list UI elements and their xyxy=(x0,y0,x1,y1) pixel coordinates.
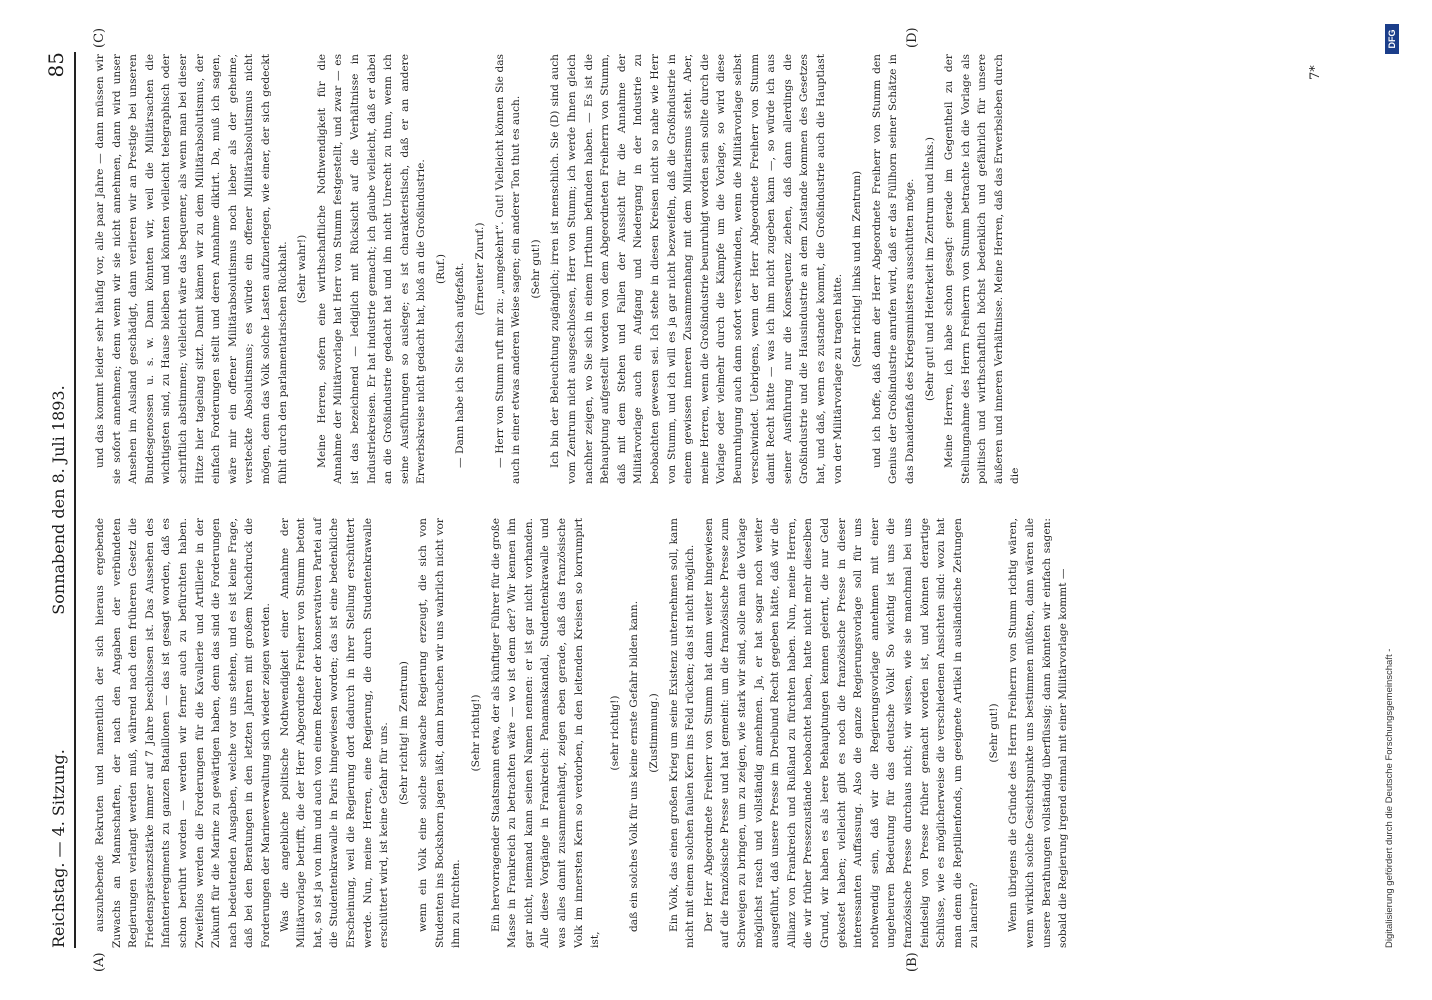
reaction-note: (sehr richtig!) xyxy=(608,695,621,771)
digitization-credit: Digitalisierung gefördert durch die Deutsche Forschungsgemeinschaft - xyxy=(1384,648,1395,948)
paragraph: Was die angebliche politische Nothwendigkeit einer Annahme der Militärvorlage betrifft, die der Herr Abgeordnete Freiherr von Stumm betont hat, so ist ja von ihm und auch von einem Redner der konservativen Partei auf die Studentenkrawalle in Paris hingewiesen worden; das ist eine bedenkliche Erscheinung, weil die Regierung dort dadurch in ihrer Stellung erschüttert werde. Nun, meine Herren, eine Regierung, die durch Studentenkrawalle erschüttert wird, ist keine Gefahr für uns. xyxy=(278,518,391,948)
paragraph: wenn ein Volk eine solche schwache Regierung erzeugt, die sich von Studenten ins Bockshorn jagen läßt, dann brauchen wir uns wahrlich nicht vor ihm zu fürchten. xyxy=(417,518,463,948)
right-text-column xyxy=(92,54,1026,484)
paragraph: — Dann habe ich Sie falsch aufgefaßt. xyxy=(454,262,467,468)
paragraph: Wenn übrigens die Gründe des Herrn Freiherrn von Stumm richtig wären, wenn wirklich solche Gesichtspunkte uns bestimmen müßten, dann wären alle unsere Berathungen vollständig überflüssig; dann könnten wir einfach sagen: sobald die Regierung irgend einmal mit einer Militärvorlage kommt — xyxy=(1007,518,1070,948)
header-date: Sonnabend den 8. Juli 1893. xyxy=(49,385,68,615)
left-text-column xyxy=(92,518,1074,948)
reaction-note: (Sehr richtig! links und im Zentrum) xyxy=(851,170,864,368)
paragraph: auszuhebende Rekruten und namentlich der sich hieraus ergebende Zuwachs an Mannschaften, der nach den Angaben der verbündeten Regierungen verlangt werden muß, während nach dem früheren Gesetz die Friedenspräsenzstärke immer auf 7 Jahre beschlossen ist. Das Aussehen des Infanterieregiments zu ganzen Bataillonen — das ist gesagt worden, daß es schon berührt worden — werden wir ferner auch zu befürchten haben. Zweifellos werden die Forderungen für die Kavallerie und Artillerie in der Zukunft für die Marine zu gewärtigen haben, denn das sind die Forderungen nach bedeutenden Ausgaben, welche vor uns stehen, und es ist keine Frage, daß bei den Beratungen in den letzten Jahren mit großem Nachdruck die Forderungen der Marineverwaltung sich wieder zeigen werden. xyxy=(94,518,272,948)
header-session: Reichstag. — 4. Sitzung. xyxy=(49,749,68,948)
paragraph: und ich hoffe, daß dann der Herr Abgeordnete Freiherr von Stumm den Genius der Großindustrie anrufen wird, daß er das Füllhorn seiner Schätze in das Danaidenfaß des Kriegsministers ausschütten möge. xyxy=(870,54,916,484)
page-header xyxy=(40,52,76,948)
page-number: 85 xyxy=(44,52,68,78)
paragraph: Der Herr Abgeordnete Freiherr von Stumm hat dann weiter hingewiesen auf die französische Presse und hat gemeint: um die französische Presse zum Schweigen zu bringen, um zu zeigen, wie stark wir sind, solle man die Vorlage möglichst rasch und vollständig annehmen. Ja, er hat sogar noch weiter ausgeführt, daß unsere Presse im Dreibund Recht gegeben hätte, daß wir die Allianz von Frankreich und Rußland zu fürchten haben. Nun, meine Herren, die wir früher Pressezustände beobachtet haben, hatte nicht mehr dieselben Grund, wir haben es als leere Behauptungen kennen gelernt, die nur Geld gekostet haben; vielleicht gibt es noch die französische Presse in dieser interessanten Auffassung. Also die ganze Regierungsvorlage soll für uns nothwendig sein, daß wir die Regierungsvorlage annehmen mit einer ungeheuren Bedeutung für das deutsche Volk! So wichtig ist uns die französische Presse durchaus nicht; wir wissen, wie sie manchmal bei uns feindselig von Presse früher gemacht worden ist, und können derartige Schlüsse, wie es möglicherweise die verschiedenen Ansichten sind: wozu hat man denn die Reptilienfonds, um geeignete Artikel in ausländische Zeitungen zu lanciren? xyxy=(702,518,981,948)
reaction-note: (Sehr gut!) xyxy=(529,239,542,299)
signature-mark: 7* xyxy=(1308,65,1323,80)
reaction-note: (Sehr gut! und Heiterkeit im Zentrum und links.) xyxy=(923,137,936,401)
reaction-note: (Sehr gut!) xyxy=(987,703,1000,763)
margin-letter-b: (B) xyxy=(905,952,920,972)
paragraph: daß ein solches Volk für uns keine ernste Gefahr bilden kann. xyxy=(628,600,641,932)
paragraph: Ein Volk, das einen großen Krieg um seine Existenz unternehmen soll, kann nicht mit einem solchen faulen Kern ins Feld rücken; das ist nicht möglich. xyxy=(667,518,697,948)
paragraph: Meine Herren, ich habe schon gesagt: gerade im Gegentheil zu der Stellungnahme des Herrn Freiherrn von Stumm betrachte ich die Vorlage als politisch und wirthschaftlich höchst bedenklich und gefährlich für unsere äußeren und inneren Verhältnisse. Meine Herren, daß das Erwerbsleben durch die xyxy=(943,54,1022,484)
paragraph: Meine Herren, sofern eine wirthschaftliche Nothwendigkeit für die Annahme der Militärvorlage hat Herr von Stumm festgestellt, und zwar — es ist das bezeichnend — lediglich mit Rücksicht auf die Verhältnisse in Industriekreisen. Er hat industrie gemacht; ich glaube vielleicht, daß er dabei an die Großindustrie gedacht hat und ihn nicht Unrecht zu thun, wenn ich seine Ausführungen so auslege; es ist charakteristisch, daß er an andere Erwerbskreise nicht gedacht hat, bloß an die Großindustrie. xyxy=(315,54,428,484)
reaction-note: (Ruf.) xyxy=(434,254,447,284)
paragraph: — Herr von Stumm ruft mir zu: „umgekehrt“. Gut! Vielleicht können Sie das auch in einer etwas anderen Weise sagen; ein anderer Ton thut es auch. xyxy=(493,54,523,484)
reaction-note: (Erneuter Zuruf.) xyxy=(474,222,487,316)
paragraph: Ein hervorragender Staatsmann etwa, der als künftiger Führer für die große Masse in Frankreich zu betrachten wäre — wo ist denn der? Wir kennen ihn gar nicht, niemand kann seinen Namen nennen: er ist gar nicht vorhanden. Alle diese Vorgänge in Frankreich: Panamaskandal, Studentenkrawalle und was alles damit zusammenhängt, zeigen eben gerade, daß das französische Volk im innersten Kern so verdorben, in den leitenden Kreisen so korrumpirt ist, xyxy=(489,518,602,948)
margin-letter-d: (D) xyxy=(905,27,920,48)
paragraph: und das kommt leider sehr häufig vor, alle paar Jahre — dann müssen wir sie sofort annehmen; denn wenn wir sie nicht annehmen, dann wird unser Ansehen im Ausland geschädigt, dann verlieren wir an Prestige bei unseren Bundesgenossen u. s. w. Dann könnten wir, weil die Militärsachen die wichtigsten sind, zu Hause bleiben und könnten vielleicht telegraphisch oder schriftlich abstimmen; vielleicht wäre das bequemer, als wenn man bei dieser Hitze hier tagelang sitzt. Damit kämen wir zu dem Militärabsolutismus, der einfach Forderungen stellt und deren Annahme diktirt. Da, muß ich sagen, wäre mir ein offener Militärabsolutismus noch lieber als der geheime, versteckte Absolutismus; es würde ein offener Militärabsolutismus nicht mögen, denn das Volk solche Lasten aufzuerlegen, wie einer, der sich gedeckt fühlt durch den parlamentarischen Rückhalt. xyxy=(94,54,289,484)
margin-letter-a: (A) xyxy=(92,952,107,972)
margin-letter-c: (C) xyxy=(92,27,107,48)
paragraph: Ich bin der Beleuchtung zugänglich; irren ist menschlich. Sie (D) sind auch vom Zentrum nicht ausgeschlossen, Herr von Stumm; ich werde Ihnen gleich nachher zeigen, wo Sie sich in einem Irrthum befunden haben. — Es ist die Behauptung aufgestellt worden von dem Abgeordneten Freiherrn von Stumm, daß mit dem Stehen und Fallen der Aussicht für die Annahme der Militärvorlage auch ein Aufgang und Niedergang in der Industrie zu beobachten gewesen sei. Ich stehe in diesen Kreisen nicht so nahe wie Herr von Stumm, und ich will es ja gar nicht bezweifeln, daß die Großindustrie in einem gewissen inneren Zusammenhang mit dem Militarismus steht. Aber, meine Herren, wenn die Großindustrie beunruhigt worden sein sollte durch die Vorlage oder vielmehr durch die Kämpfe um die Vorlage, so wird diese Beunruhigung auch dann sofort verschwinden, wenn die Militärvorlage selbst verschwindet. Uebrigens, wenn der Herr Abgeordnete Freiherr von Stumm damit Recht hätte — was ich ihm nicht zugeben kann —, so würde ich aus seiner Ausführung nur die Konsequenz ziehen, daß dann allerdings die Großindustrie und die Hausindustrie an dem Zustande kommen des Gesetzes hat, und daß, wenn es zustande kommt, die Großindustrie auch die Hauptlast von der Militärvorlage zu tragen hätte. xyxy=(549,54,844,484)
reaction-note: (Sehr richtig! im Zentrum) xyxy=(397,661,410,805)
dfg-logo: DFG xyxy=(1385,24,1399,54)
reaction-note: (Zustimmung.) xyxy=(648,693,660,773)
reaction-note: (Sehr wahr!) xyxy=(296,234,309,304)
reaction-note: (Sehr richtig!) xyxy=(470,694,483,772)
